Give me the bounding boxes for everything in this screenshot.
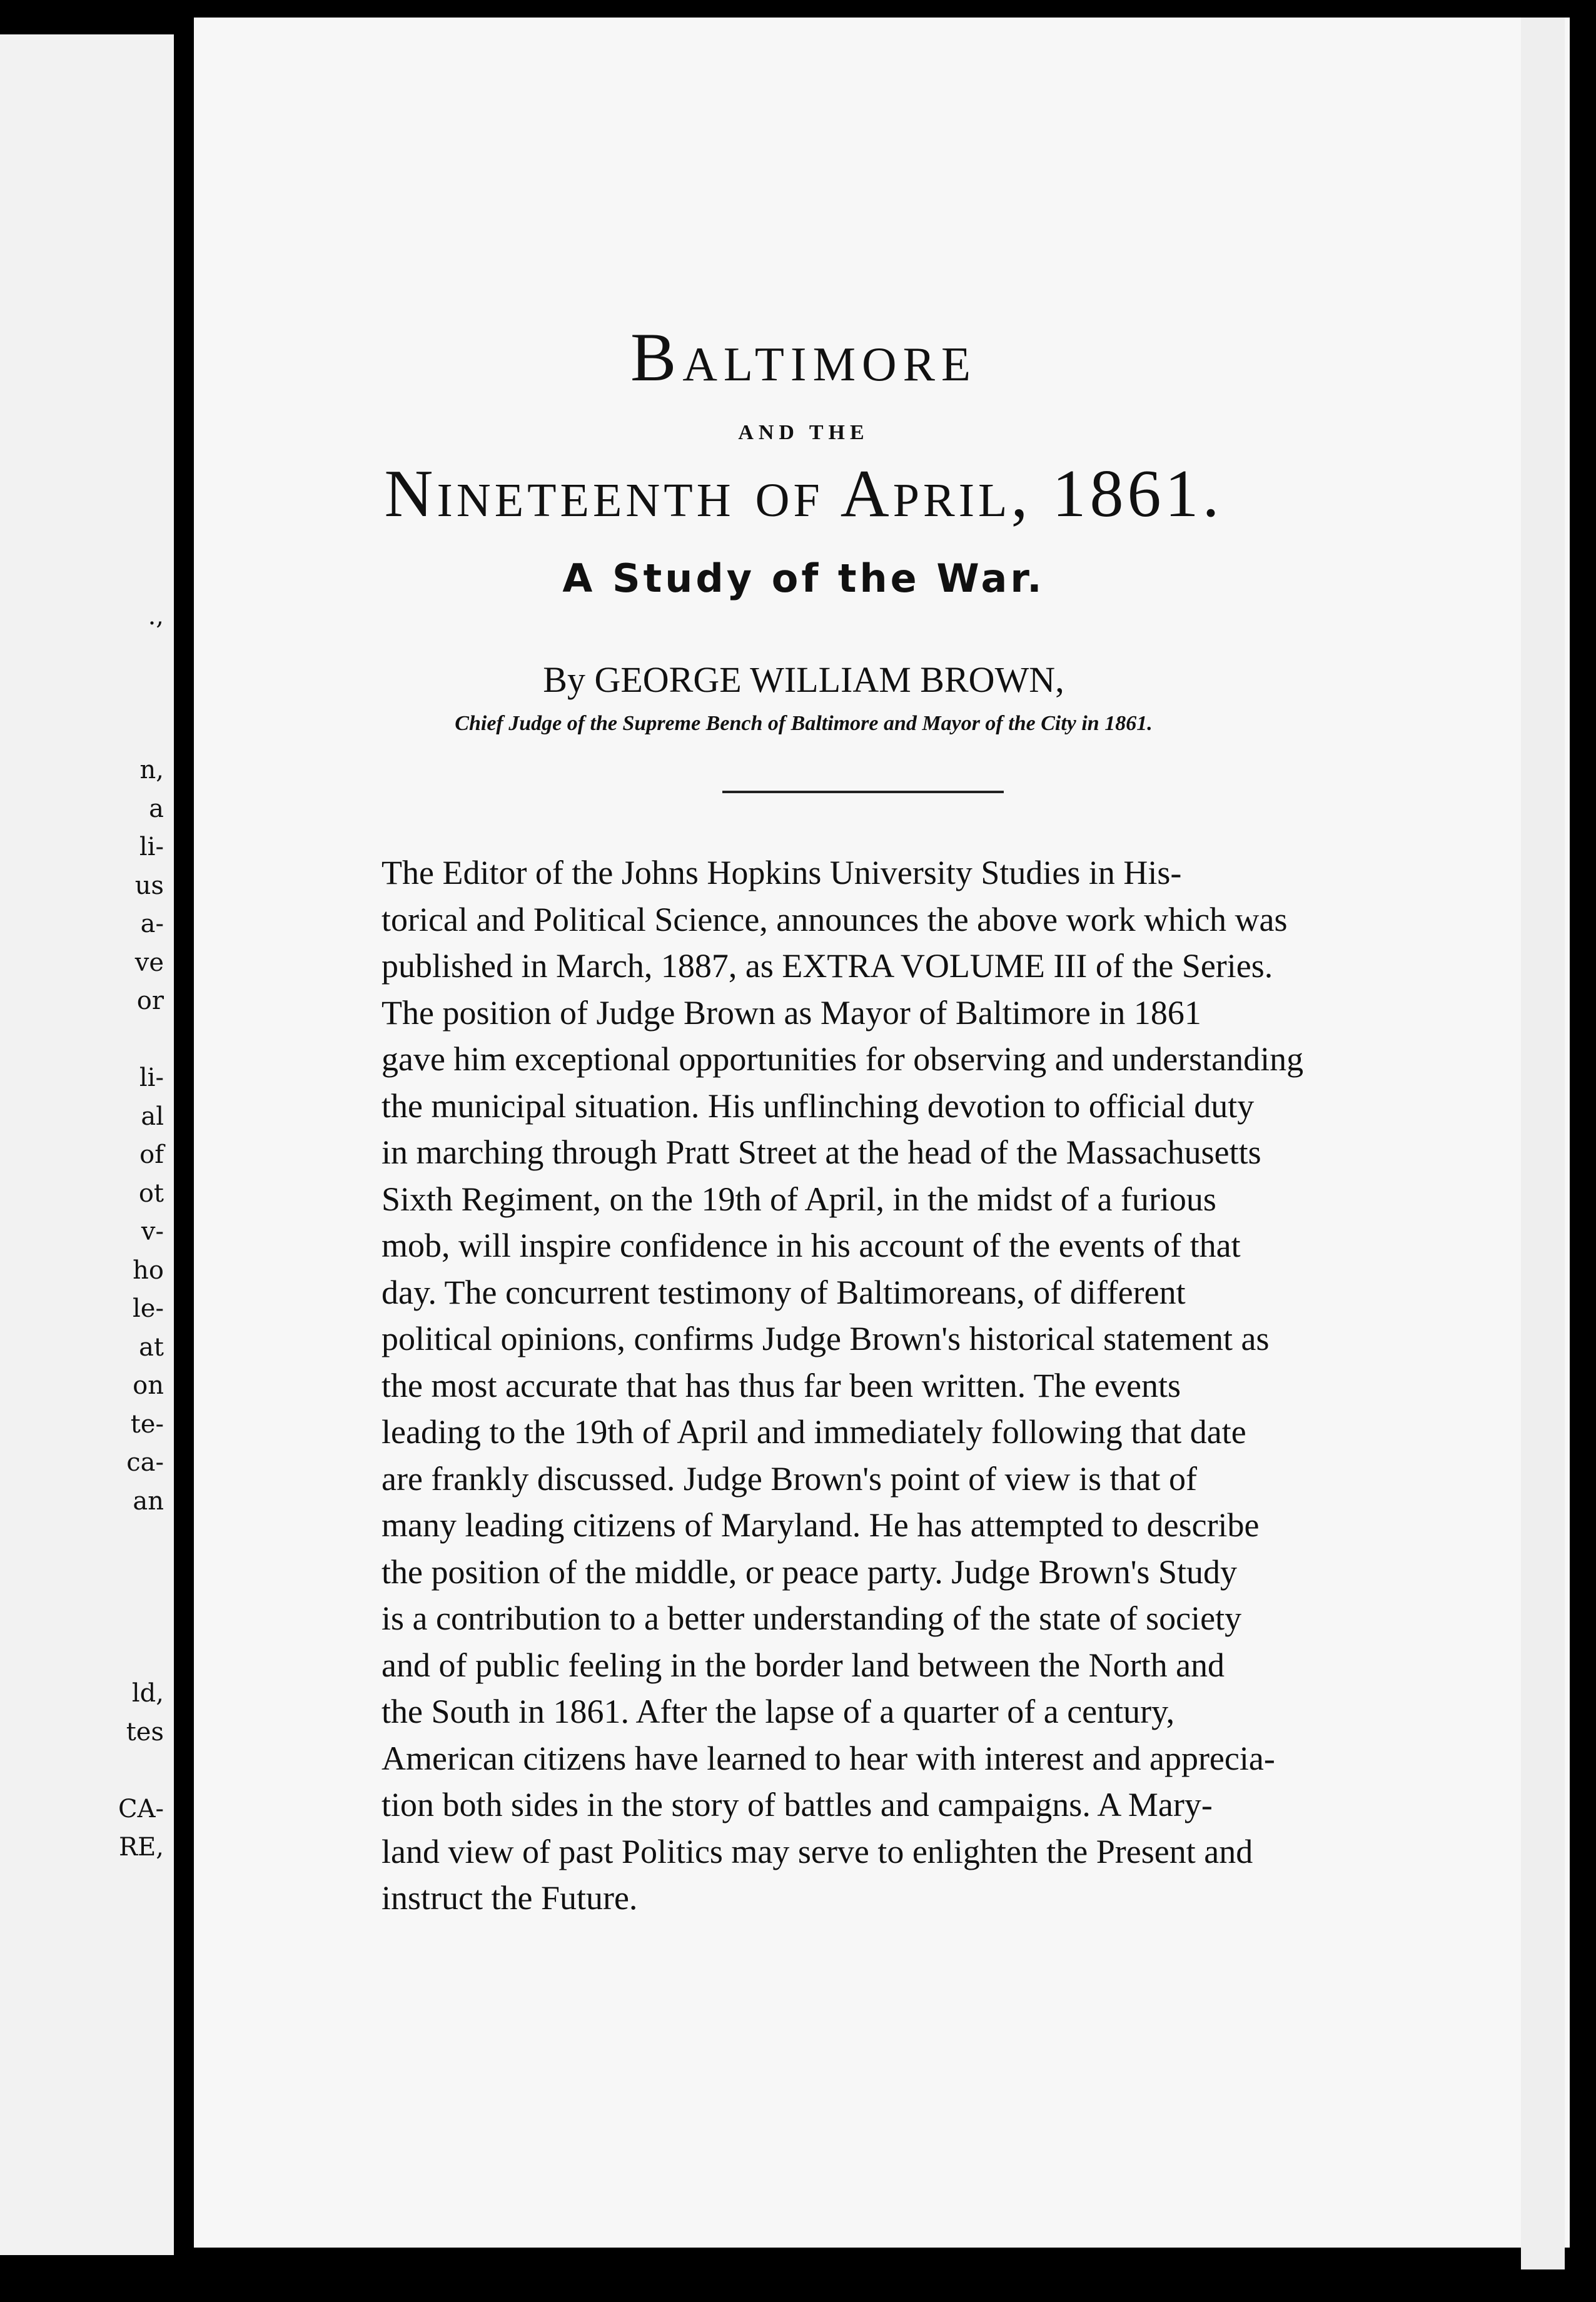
- date-title: Nineteenth of April, 1861.: [384, 457, 1223, 531]
- text-line: the position of the middle, or peace party. Judge Brown's Study: [381, 1553, 1237, 1591]
- edge-fragment: us: [134, 871, 164, 900]
- edge-fragment: al: [141, 1102, 164, 1131]
- edge-fragment: ld,: [131, 1679, 164, 1708]
- text-line: mob, will inspire confidence in his account of the events of that: [381, 1227, 1241, 1264]
- edge-fragment: ve: [134, 948, 164, 977]
- edge-fragment: RE,: [118, 1833, 164, 1862]
- left-page-fragment: [0, 34, 174, 2255]
- body-paragraph: [381, 849, 1545, 1922]
- edge-fragment: a-: [140, 910, 164, 938]
- text-line: American citizens have learned to hear with interest and apprecia-: [381, 1739, 1275, 1777]
- title-connector: AND THE: [738, 421, 869, 444]
- edge-fragment: te-: [130, 1409, 164, 1439]
- text-line: and of public feeling in the border land between the North and: [381, 1646, 1225, 1684]
- edge-fragment: .,: [148, 602, 164, 631]
- section-divider: [722, 791, 1004, 793]
- edge-fragment: ho: [133, 1255, 164, 1285]
- edge-fragment: on: [133, 1371, 164, 1400]
- main-title: Baltimore: [630, 319, 977, 395]
- text-line: Sixth Regiment, on the 19th of April, in the midst of a furious: [381, 1180, 1216, 1218]
- text-line: are frankly discussed. Judge Brown's point of view is that of: [381, 1459, 1197, 1498]
- text-line: torical and Political Science, announces the above work which was: [381, 900, 1288, 938]
- edge-fragment: li-: [139, 1063, 164, 1092]
- text-line: political opinions, confirms Judge Brown's historical statement as: [381, 1320, 1270, 1357]
- edge-fragment: v-: [141, 1217, 164, 1246]
- edge-fragment: tes: [126, 1717, 164, 1747]
- edge-fragment: ca-: [126, 1448, 164, 1477]
- text-line: many leading citizens of Maryland. He has attempted to describe: [381, 1506, 1260, 1544]
- edge-fragment: n,: [139, 756, 164, 784]
- author-role: Chief Judge of the Supreme Bench of Baltimore and Mayor of the City in 1861.: [455, 712, 1153, 735]
- text-line: the South in 1861. After the lapse of a quarter of a century,: [381, 1693, 1175, 1730]
- text-line: land view of past Politics may serve to enlighten the Present and: [381, 1832, 1253, 1870]
- text-line: day. The concurrent testimony of Baltimoreans, of different: [381, 1273, 1186, 1311]
- text-line: gave him exceptional opportunities for observing and understanding: [381, 1040, 1304, 1078]
- document-page: [194, 18, 1570, 2248]
- edge-fragment: ot: [138, 1179, 164, 1208]
- text-line: The Editor of the Johns Hopkins University Studies in His-: [381, 854, 1182, 891]
- edge-fragment: le-: [133, 1294, 164, 1323]
- text-line: in marching through Pratt Street at the head of the Massachusetts: [381, 1133, 1261, 1171]
- text-line: the most accurate that has thus far been written. The events: [381, 1366, 1181, 1404]
- subtitle: A Study of the War.: [562, 555, 1045, 601]
- text-line: the municipal situation. His unflinching devotion to official duty: [381, 1087, 1255, 1125]
- edge-fragment: or: [136, 986, 164, 1015]
- edge-fragment: CA-: [118, 1794, 164, 1823]
- text-line: published in March, 1887, as EXTRA VOLUME III of the Series.: [381, 947, 1273, 985]
- text-line: The position of Judge Brown as Mayor of Baltimore in 1861: [381, 993, 1201, 1032]
- text-line: leading to the 19th of April and immediately following that date: [381, 1413, 1246, 1451]
- page-edge-right: [1521, 18, 1565, 2269]
- author-byline: By GEORGE WILLIAM BROWN,: [543, 659, 1064, 700]
- edge-fragment: li-: [139, 833, 164, 861]
- edge-fragment: at: [139, 1332, 164, 1362]
- edge-fragment: an: [133, 1486, 164, 1516]
- edge-fragment: of: [139, 1140, 164, 1169]
- text-line: tion both sides in the story of battles and campaigns. A Mary-: [381, 1786, 1213, 1823]
- edge-fragment: a: [149, 794, 164, 823]
- text-line: is a contribution to a better understanding of the state of society: [381, 1600, 1242, 1637]
- text-line: instruct the Future.: [381, 1879, 638, 1917]
